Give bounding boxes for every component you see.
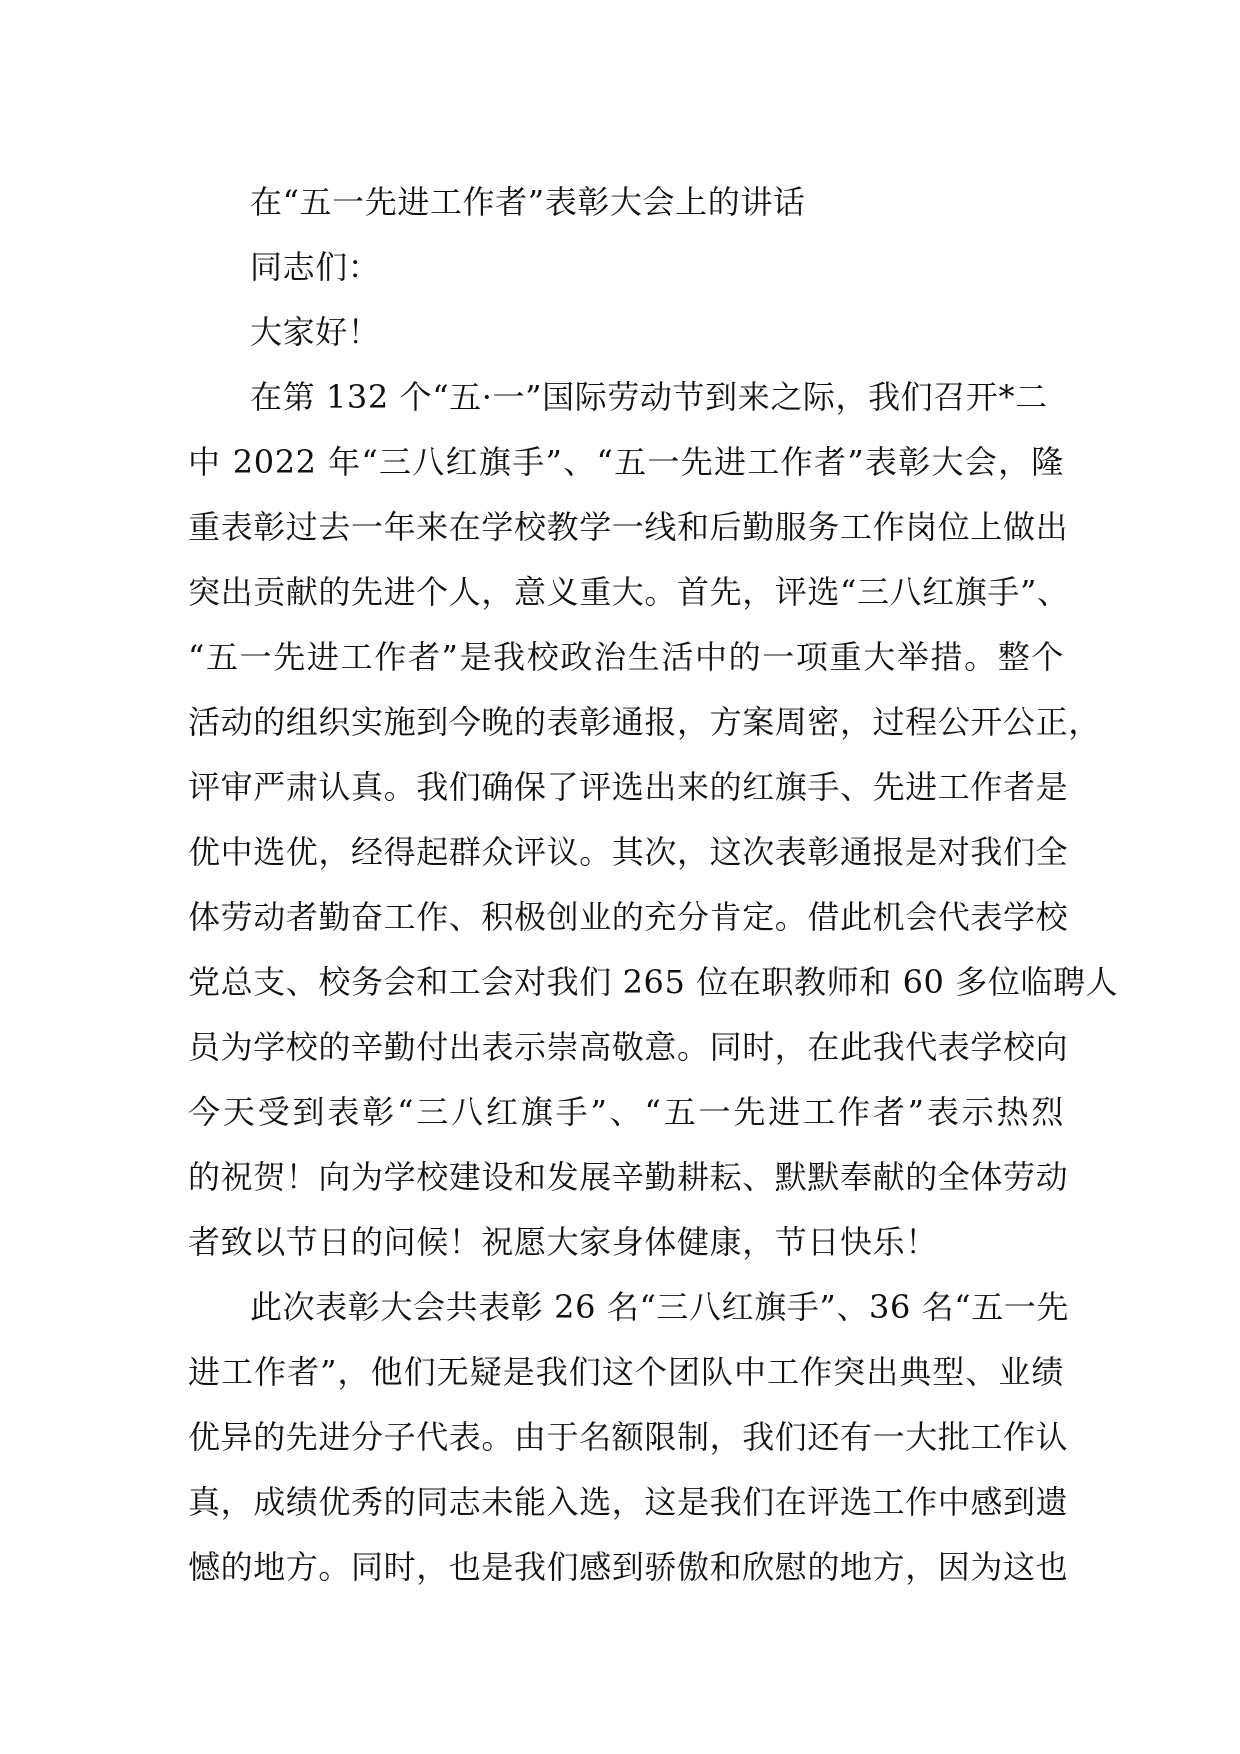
- paragraph-line: 的祝贺！向为学校建设和发展辛勤耕耘、默默奉献的全体劳动: [188, 1158, 1069, 1196]
- paragraph-line: 优异的先进分子代表。由于名额限制，我们还有一大批工作认: [188, 1418, 1069, 1456]
- paragraph-line: 重表彰过去一年来在学校教学一线和后勤服务工作岗位上做出: [188, 508, 1069, 546]
- paragraph-line: 体劳动者勤奋工作、积极创业的充分肯定。借此机会代表学校: [188, 898, 1069, 936]
- paragraph-line: 活动的组织实施到今晚的表彰通报，方案周密，过程公开公正，: [188, 703, 1101, 741]
- document-title: 在“五一先进工作者”表彰大会上的讲话: [250, 183, 806, 221]
- greeting: 大家好！: [250, 313, 381, 351]
- paragraph-line: 优中选优，经得起群众评议。其次，这次表彰通报是对我们全: [188, 833, 1069, 871]
- speech-text: [188, 170, 1119, 1600]
- paragraph-line: 突出贡献的先进个人，意义重大。首先，评选“三八红旗手”、: [188, 573, 1070, 611]
- paragraph-line: 真，成绩优秀的同志未能入选，这是我们在评选工作中感到遗: [188, 1483, 1069, 1521]
- paragraph-line: 此次表彰大会共表彰 26 名“三八红旗手”、36 名“五一先: [250, 1288, 1070, 1326]
- paragraph-line: 中 2022 年“三八红旗手”、“五一先进工作者”表彰大会，隆: [188, 443, 1064, 481]
- paragraph-line: 者致以节日的问候！祝愿大家身体健康，节日快乐！: [188, 1223, 938, 1261]
- paragraph-line: 憾的地方。同时，也是我们感到骄傲和欣慰的地方，因为这也: [188, 1548, 1069, 1586]
- paragraph-line: 评审严肃认真。我们确保了评选出来的红旗手、先进工作者是: [188, 768, 1069, 806]
- paragraph-line: “五一先进工作者”是我校政治生活中的一项重大举措。整个: [188, 638, 1064, 676]
- paragraph-line: 党总支、校务会和工会对我们 265 位在职教师和 60 多位临聘人: [188, 963, 1119, 1001]
- paragraph-line: 进工作者”，他们无疑是我们这个团队中工作突出典型、业绩: [188, 1353, 1064, 1391]
- paragraph-line: 员为学校的辛勤付出表示崇高敬意。同时，在此我代表学校向: [188, 1028, 1069, 1066]
- paragraph-line: 在第 132 个“五·一”国际劳动节到来之际，我们召开*二: [250, 378, 1048, 416]
- salutation: 同志们：: [250, 248, 381, 286]
- paragraph-line: 今天受到表彰“三八红旗手”、“五一先进工作者”表示热烈: [188, 1093, 1064, 1131]
